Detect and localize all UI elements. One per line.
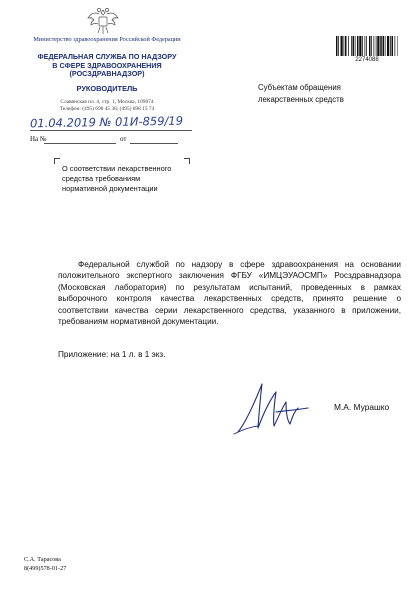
signer-name: М.А. Мурашко <box>334 402 390 412</box>
handwritten-signature <box>232 378 312 436</box>
subject-line: О соответствии лекарственного <box>62 164 172 173</box>
barcode-bar <box>362 36 363 56</box>
attachment-note: Приложение: на 1 л. в 1 экз. <box>58 350 166 359</box>
barcode-bar <box>359 36 361 56</box>
reference-date-rule <box>130 143 178 144</box>
barcode-bar <box>371 36 372 56</box>
letter-subject <box>62 164 188 193</box>
barcode-bar <box>344 36 345 56</box>
barcode-bar <box>380 36 382 56</box>
service-name <box>22 53 192 79</box>
service-name-line: (РОСЗДРАВНАДЗОР) <box>69 69 145 79</box>
barcode-bar <box>366 36 367 56</box>
subject-line: средства требованиям <box>62 173 141 183</box>
barcode-bar <box>390 36 391 56</box>
executor-name: С.А. Тарасова <box>24 556 61 563</box>
barcode-bar <box>338 36 339 56</box>
subject-line: нормативной документации <box>62 183 158 193</box>
subject-bracket-left <box>54 158 60 164</box>
registration-rule <box>30 130 192 131</box>
executor-phone: 8(499)578-01-27 <box>24 565 67 572</box>
barcode-bar <box>392 36 394 56</box>
letterhead-address <box>22 99 192 113</box>
address-line: Телефон: (495) 698 45 38; (495) 698 15 74 <box>59 106 155 112</box>
body-paragraph: Федеральной службой по надзору в сфере здравоохранения на основании положительного экспертного заключения ФГБУ «ИМЦЭУАОСМП» Росздравнадзора (Московская лаборатория) по результатам испытаний, проведенных в рамках выборочного контроля качества лекарственных средств, принято решение о соответствии качества серии лекарственного средства, указанного в приложении, требованиям нормативной документации. <box>58 260 401 327</box>
barcode-bar <box>351 36 352 56</box>
coat-of-arms-icon <box>86 6 120 38</box>
barcode-bar <box>383 36 385 56</box>
barcode-bar <box>387 36 389 56</box>
letter-body <box>58 259 401 327</box>
barcode-bar <box>355 36 356 56</box>
reference-number-label: На № <box>30 135 47 143</box>
barcode-bar <box>357 36 359 56</box>
addressee-line: лекарственных средств <box>258 95 344 104</box>
barcode-bar <box>369 36 371 56</box>
reference-date-label: от <box>120 135 127 143</box>
ministry-name: Министерство здравоохранения Российской Федерации <box>33 36 181 43</box>
address-line: Славянская пл. 4, стр. 1, Москва, 109074 <box>60 99 154 105</box>
barcode-bar <box>377 36 379 56</box>
barcode-bar <box>395 36 396 56</box>
barcode-bar <box>336 36 338 56</box>
addressee <box>258 82 398 106</box>
barcode-bar <box>353 36 355 56</box>
handwritten-registration: 01.04.2019 № 01И-859/19 <box>29 113 184 131</box>
barcode-bar <box>398 36 399 56</box>
barcode-number: 2274088 <box>355 57 379 63</box>
service-name-line: ФЕДЕРАЛЬНАЯ СЛУЖБА ПО НАДЗОРУ <box>37 52 177 61</box>
barcode-bar <box>345 36 347 56</box>
barcode <box>336 36 398 56</box>
barcode-bar <box>365 36 366 56</box>
head-title: РУКОВОДИТЕЛЬ <box>76 84 138 93</box>
service-name-line: В СФЕРЕ ЗДРАВООХРАНЕНИЯ <box>52 60 162 70</box>
reference-number-rule <box>44 143 116 144</box>
addressee-line: Субъектам обращения <box>258 83 341 92</box>
barcode-bar <box>341 36 343 56</box>
barcode-bar <box>376 36 377 56</box>
barcode-bar <box>385 36 386 56</box>
barcode-bar <box>348 36 349 56</box>
barcode-bar <box>374 36 375 56</box>
